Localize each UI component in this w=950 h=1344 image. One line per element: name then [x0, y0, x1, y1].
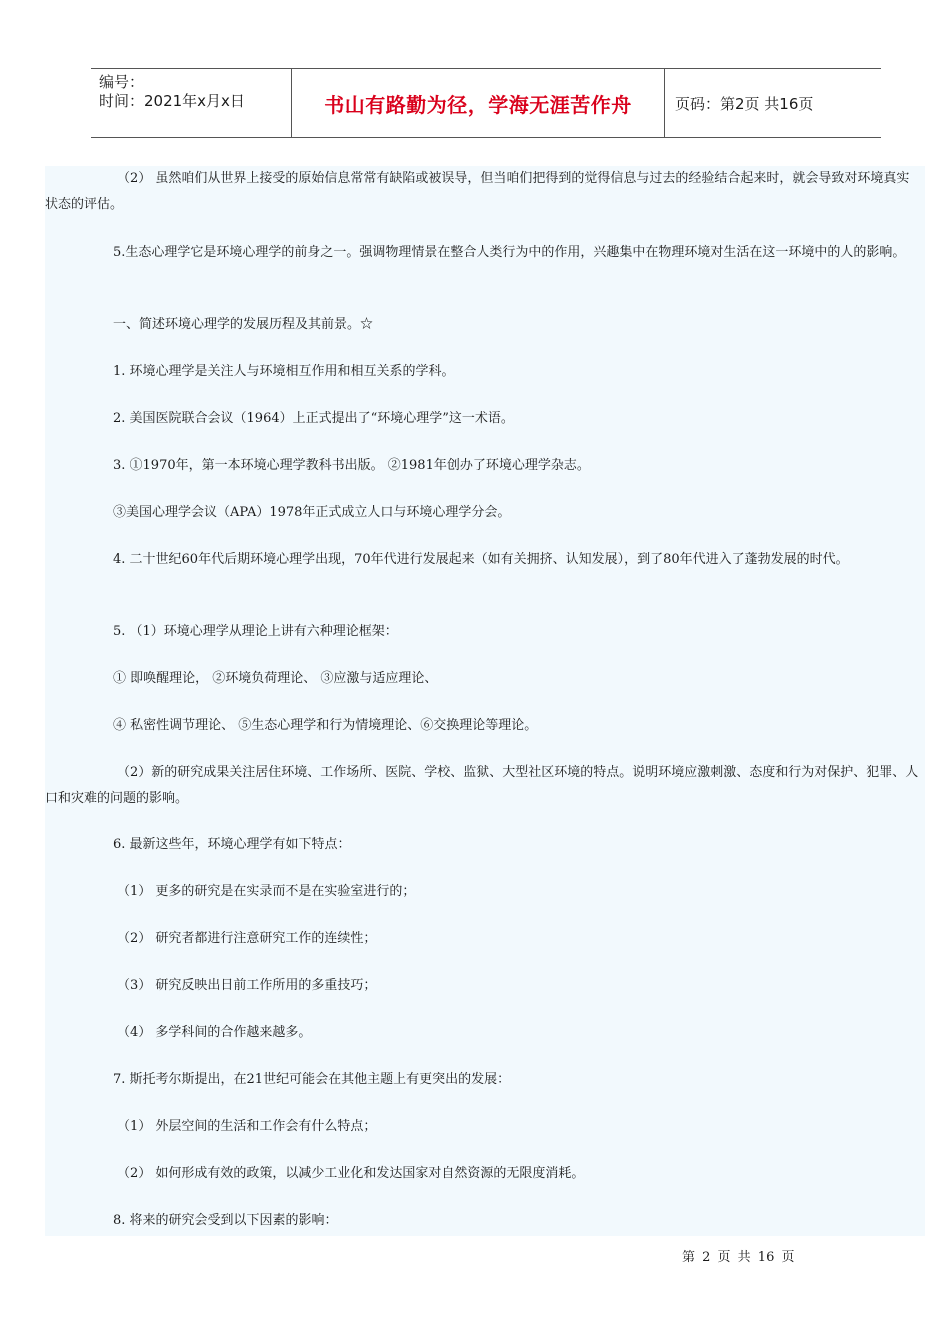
section-heading: 一、简述环境心理学的发展历程及其前景。☆: [113, 317, 374, 332]
paragraph: （2）新的研究成果关注居住环境、工作场所、医院、学校、监狱、大型社区环境的特点。说明环境应激刺激、态度和行为对保护、犯罪、人口和灾难的问题的影响。: [45, 765, 919, 806]
document-body: [45, 166, 925, 1236]
paragraph: （2） 虽然咱们从世界上接受的原始信息常常有缺陷或被误导，但当咱们把得到的觉得信息与过去的经验结合起来时，就会导致对环境真实状态的评估。: [45, 171, 910, 212]
page-footer: 第 2 页 共 16 页: [682, 1250, 795, 1265]
list-item: （3） 研究反映出日前工作所用的多重技巧；: [117, 978, 377, 993]
paragraph: 2. 美国医院联合会议（1964）上正式提出了“环境心理学”这一术语。: [113, 411, 514, 426]
time-label: 时间：2021年x月x日: [99, 92, 245, 110]
paragraph: ④ 私密性调节理论、 ⑤生态心理学和行为情境理论、⑥交换理论等理论。: [113, 718, 538, 733]
paragraph: ③美国心理学会议（APA）1978年正式成立人口与环境心理学分会。: [113, 505, 511, 520]
paragraph: 1. 环境心理学是关注人与环境相互作用和相互关系的学科。: [113, 364, 455, 379]
paragraph: 6. 最新这些年，环境心理学有如下特点：: [113, 837, 351, 852]
list-item: （2） 如何形成有效的政策，以减少工业化和发达国家对自然资源的无限度消耗。: [117, 1166, 585, 1181]
page-label: 页码：第2页 共16页: [675, 94, 814, 113]
header-page-cell: [665, 69, 881, 137]
motto-text: 书山有路勤为径，学海无涯苦作舟: [324, 92, 632, 117]
list-item: （4） 多学科间的合作越来越多。: [117, 1025, 312, 1040]
paragraph: ① 即唤醒理论， ②环境负荷理论、 ③应激与适应理论、: [113, 671, 438, 686]
header-motto-cell: [292, 69, 665, 137]
page-header: [91, 68, 881, 138]
paragraph: 4. 二十世纪60年代后期环境心理学出现，70年代进行发展起来（如有关拥挤、认知发展），到了80年代进入了蓬勃发展的时代。: [113, 552, 849, 567]
code-label: 编号：: [99, 73, 145, 91]
paragraph: 8. 将来的研究会受到以下因素的影响：: [113, 1213, 338, 1228]
list-item: （1） 外层空间的生活和工作会有什么特点；: [117, 1119, 377, 1134]
paragraph: 3. ①1970年，第一本环境心理学教科书出版。 ②1981年创办了环境心理学杂志。: [113, 458, 590, 473]
list-item: （1） 更多的研究是在实录而不是在实验室进行的；: [117, 884, 416, 899]
paragraph: 5. （1）环境心理学从理论上讲有六种理论框架：: [113, 624, 398, 639]
list-item: （2） 研究者都进行注意研究工作的连续性；: [117, 931, 377, 946]
paragraph: 7. 斯托考尔斯提出，在21世纪可能会在其他主题上有更突出的发展：: [113, 1072, 511, 1087]
paragraph: 5.生态心理学它是环境心理学的前身之一。强调物理情景在整合人类行为中的作用，兴趣集中在物理环境对生活在这一环境中的人的影响。: [113, 245, 906, 260]
header-meta-cell: [91, 69, 292, 137]
